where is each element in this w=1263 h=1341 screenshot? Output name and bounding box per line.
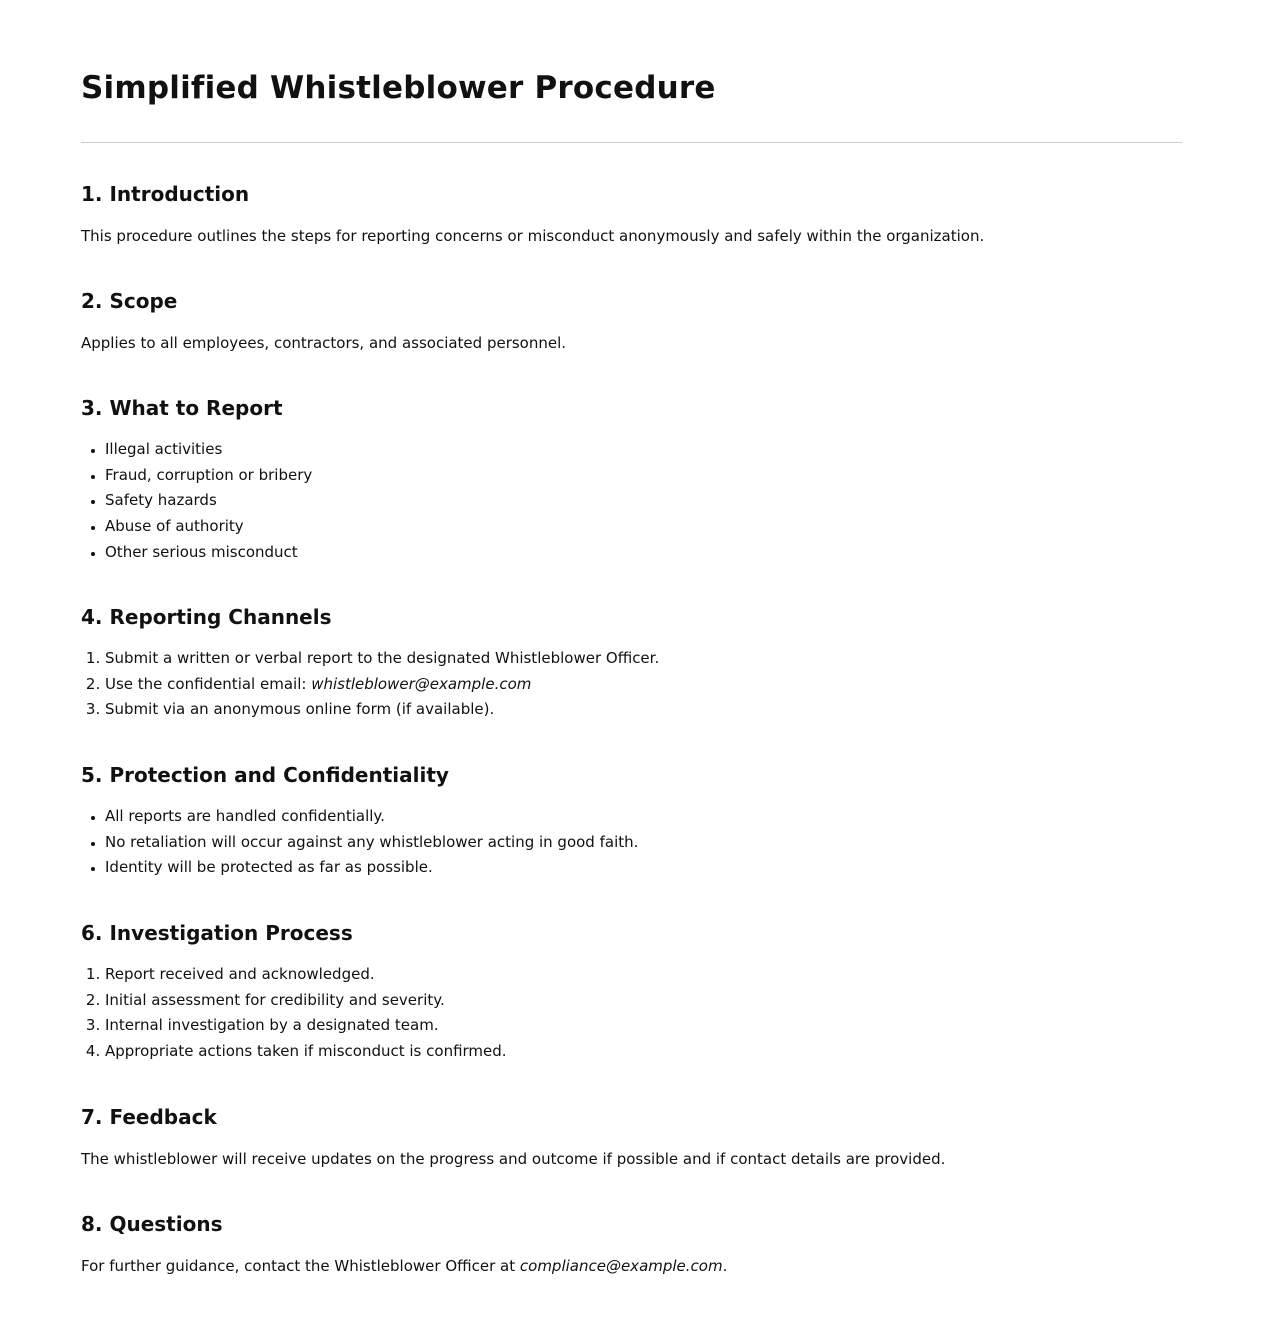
section-heading: 7. Feedback bbox=[81, 1105, 217, 1129]
whistleblower-email: whistleblower@example.com bbox=[311, 674, 532, 693]
section-heading: 3. What to Report bbox=[81, 396, 283, 420]
reporting-channels-list bbox=[81, 647, 1182, 720]
section-heading: 1. Introduction bbox=[81, 182, 250, 206]
list-item: • Other serious misconduct bbox=[105, 541, 1182, 563]
report-topics-list bbox=[81, 438, 1182, 563]
section-heading: 5. Protection and Confidentiality bbox=[81, 763, 449, 787]
list-item bbox=[105, 698, 1182, 720]
section-questions bbox=[81, 1210, 1182, 1277]
list-item-text: Submit via an anonymous online form (if available). bbox=[105, 700, 495, 719]
section-what-to-report bbox=[81, 394, 1182, 566]
list-item: • Safety hazards bbox=[105, 489, 1182, 511]
list-item: • Fraud, corruption or bribery bbox=[105, 464, 1182, 486]
section-heading: 6. Investigation Process bbox=[81, 921, 353, 945]
list-item bbox=[105, 673, 1182, 695]
list-item: 4. Appropriate actions taken if misconduct is confirmed. bbox=[105, 1040, 1182, 1062]
section-feedback bbox=[81, 1103, 1182, 1170]
section-paragraph bbox=[81, 1255, 1182, 1277]
list-item: 3. Internal investigation by a designated team. bbox=[105, 1014, 1182, 1036]
section-scope bbox=[81, 287, 1182, 354]
list-item bbox=[105, 647, 1182, 669]
compliance-email: compliance@example.com bbox=[519, 1257, 723, 1275]
page-title: Simplified Whistleblower Procedure bbox=[81, 70, 716, 106]
list-item: • Abuse of authority bbox=[105, 515, 1182, 537]
list-item: 2. Initial assessment for credibility and severity. bbox=[105, 989, 1182, 1011]
section-introduction bbox=[81, 180, 1182, 247]
paragraph-text: For further guidance, contact the Whistleblower Officer at bbox=[81, 1257, 520, 1275]
list-item-text: Submit a written or verbal report to the designated Whistleblower Officer. bbox=[105, 649, 660, 667]
protection-list bbox=[81, 805, 1182, 878]
section-reporting-channels bbox=[81, 603, 1182, 724]
section-heading: 4. Reporting Channels bbox=[81, 605, 332, 629]
list-item: • No retaliation will occur against any whistleblower acting in good faith. bbox=[105, 831, 1182, 853]
section-paragraph: Applies to all employees, contractors, and associated personnel. bbox=[81, 334, 567, 352]
section-protection-confidentiality bbox=[81, 761, 1182, 882]
list-item: • Illegal activities bbox=[105, 438, 1182, 460]
section-heading: 2. Scope bbox=[81, 289, 178, 313]
section-paragraph: The whistleblower will receive updates on the progress and outcome if possible and if contact details are provided. bbox=[81, 1150, 946, 1168]
list-item: • Identity will be protected as far as possible. bbox=[105, 856, 1182, 878]
section-heading: 8. Questions bbox=[81, 1212, 223, 1236]
section-investigation-process bbox=[81, 919, 1182, 1066]
list-item-text: Use the confidential email: bbox=[105, 674, 312, 693]
list-item: • All reports are handled confidentially. bbox=[105, 805, 1182, 827]
section-paragraph: This procedure outlines the steps for reporting concerns or misconduct anonymously and safely within the organization. bbox=[81, 227, 985, 245]
paragraph-text-end: . bbox=[722, 1257, 728, 1275]
investigation-steps-list bbox=[81, 963, 1182, 1062]
list-item: 1. Report received and acknowledged. bbox=[105, 963, 1182, 985]
title-divider bbox=[81, 142, 1182, 143]
